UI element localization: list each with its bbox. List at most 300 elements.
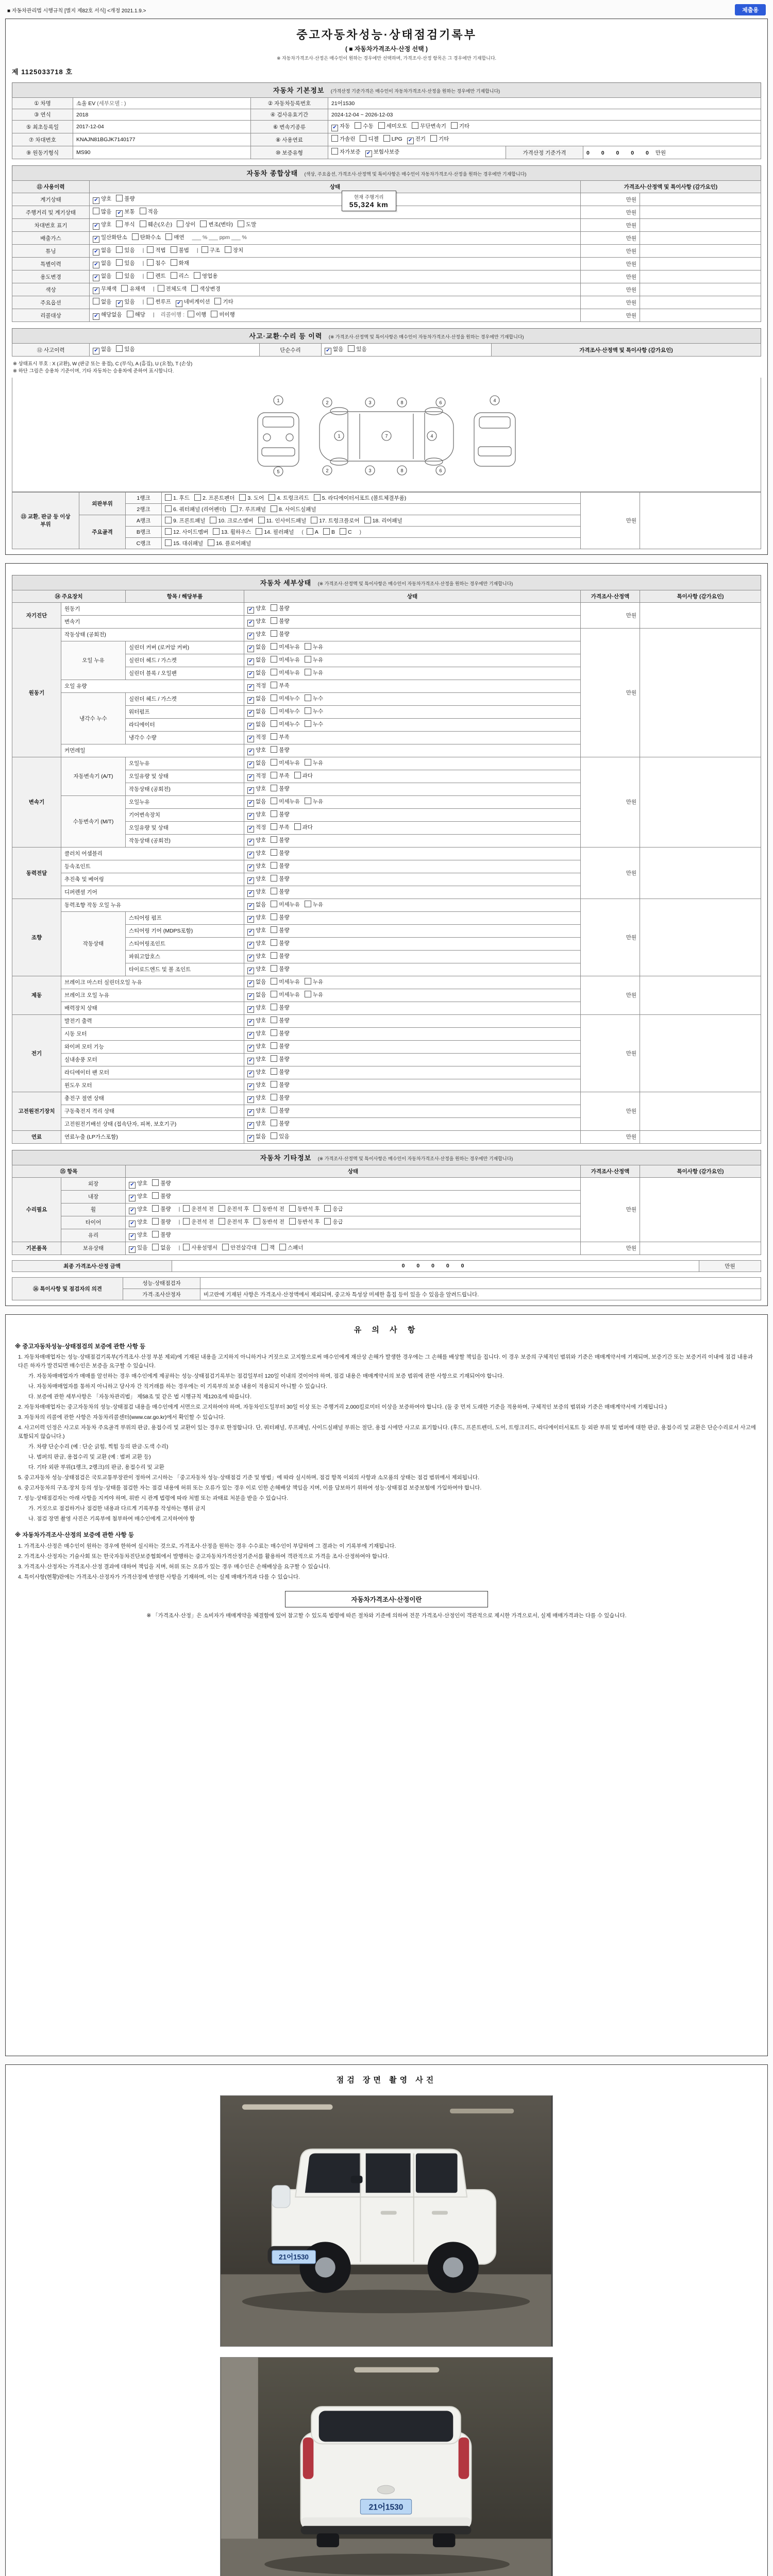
option-label: 18. 리어패널 (372, 517, 402, 524)
checkbox[interactable]: ✔ (247, 929, 254, 936)
option-label: 자동 (340, 123, 350, 129)
checkbox[interactable] (152, 1231, 159, 1238)
item-status (244, 1105, 581, 1117)
checkbox[interactable] (116, 195, 123, 201)
checkbox[interactable]: ✔ (129, 1182, 136, 1189)
checkbox[interactable] (158, 285, 164, 292)
checkbox[interactable]: ✔ (247, 723, 254, 730)
row-label: 배출가스 (12, 232, 90, 245)
option-label: 17. 트렁크플로어 (319, 517, 360, 524)
checkbox[interactable]: ✔ (129, 1208, 136, 1214)
checkbox[interactable]: ✔ (247, 774, 254, 781)
checkbox[interactable] (271, 1004, 277, 1010)
checkbox[interactable] (183, 1218, 190, 1225)
checkbox[interactable]: ✔ (247, 749, 254, 755)
checkbox[interactable]: ✔ (247, 1083, 254, 1090)
checkbox[interactable] (271, 656, 277, 663)
table-row (12, 133, 761, 146)
checkbox[interactable] (305, 991, 311, 997)
submit-badge[interactable]: 제출용 (735, 4, 766, 15)
checkbox[interactable]: ✔ (247, 865, 254, 871)
checkbox[interactable] (261, 1244, 268, 1250)
base-price-value: 0 0 0 0 0 만원 (583, 146, 761, 159)
checkbox[interactable]: ✔ (247, 697, 254, 704)
checkbox[interactable] (305, 707, 311, 714)
checkbox[interactable]: ✔ (247, 852, 254, 858)
checkbox[interactable] (183, 1205, 190, 1212)
checkbox[interactable] (165, 505, 172, 512)
checkbox[interactable] (183, 1244, 190, 1250)
option-label: 불량 (279, 1056, 290, 1062)
checkbox[interactable] (383, 135, 390, 142)
checkbox[interactable] (271, 694, 277, 701)
option-label: 기타 (439, 136, 449, 142)
checkbox[interactable] (171, 259, 177, 266)
field-label: ⑥ 변속기종류 (251, 121, 328, 133)
checkbox[interactable] (305, 798, 311, 804)
checkbox[interactable] (271, 926, 277, 933)
checkbox[interactable]: ✔ (93, 236, 99, 243)
option-label: 운전석 전 (191, 1206, 214, 1212)
option-label: 있음 (137, 1244, 148, 1251)
row-status (90, 219, 581, 232)
checkbox[interactable] (271, 810, 277, 817)
checkbox[interactable] (305, 901, 311, 907)
checkbox[interactable] (271, 669, 277, 675)
option-label: 동반석 후 (297, 1206, 320, 1212)
price-cell: 만원 (581, 206, 640, 219)
checkbox[interactable]: ✔ (247, 839, 254, 845)
checkbox[interactable] (271, 682, 277, 688)
checkbox[interactable] (294, 823, 301, 830)
checkbox[interactable] (324, 1218, 331, 1225)
checkbox[interactable] (340, 528, 346, 535)
option-label: 양호 (256, 850, 266, 856)
checkbox[interactable]: ✔ (247, 1109, 254, 1116)
option-label: 6. 쿼터패널 (리어펜더) (173, 506, 226, 513)
option-label: 양호 (256, 1107, 266, 1114)
checkbox[interactable] (165, 517, 172, 523)
checkbox[interactable] (348, 345, 355, 352)
checkbox[interactable] (271, 604, 277, 611)
checkbox[interactable]: ✔ (247, 1006, 254, 1013)
checkbox[interactable] (271, 505, 277, 512)
row-status (90, 309, 581, 322)
checkbox[interactable] (254, 1218, 260, 1225)
checkbox[interactable] (93, 208, 99, 214)
checkbox[interactable] (451, 122, 458, 129)
checkbox[interactable] (268, 494, 275, 501)
checkbox[interactable]: ✔ (247, 993, 254, 1000)
checkbox[interactable] (188, 311, 194, 317)
checkbox[interactable] (323, 528, 330, 535)
checkbox[interactable] (271, 798, 277, 804)
checkbox[interactable] (271, 836, 277, 843)
checkbox[interactable]: ✔ (247, 1096, 254, 1103)
checkbox[interactable] (239, 494, 246, 501)
final-price-value: 0 0 0 0 0 (172, 1260, 699, 1272)
option-label: 불량 (279, 1107, 290, 1114)
checkbox[interactable] (271, 978, 277, 985)
checkbox[interactable]: ✔ (247, 646, 254, 652)
checkbox[interactable] (140, 208, 146, 214)
checkbox[interactable]: ✔ (247, 736, 254, 742)
checkbox[interactable]: ✔ (247, 980, 254, 987)
checkbox[interactable] (211, 311, 217, 317)
checkbox[interactable] (222, 1244, 229, 1250)
condition-row (12, 232, 761, 245)
checkbox[interactable] (256, 528, 262, 535)
note-cell (640, 1130, 761, 1143)
checkbox[interactable] (271, 1016, 277, 1023)
notice-paragraph: 6. 중고자동차의 구조·장치 등의 성능·상태를 점검한 자는 점검 내용에 허위 또는 오류가 있는 경우 이로 인한 손해배상 책임을 지며, 이를 담보하기 위하여 성능·상태점검 보증보험에 가입하여야 합니다. (18, 1485, 482, 1492)
checkbox[interactable] (279, 1244, 286, 1250)
checkbox[interactable]: ✔ (247, 761, 254, 768)
option-label: 8. 사이드실패널 (278, 506, 316, 513)
checkbox[interactable]: ✔ (247, 1135, 254, 1142)
diagram-part-number: 7 (385, 433, 388, 438)
checkbox[interactable]: ✔ (247, 877, 254, 884)
checkbox[interactable] (271, 1132, 277, 1139)
checkbox[interactable] (289, 1218, 296, 1225)
checkbox[interactable] (152, 1244, 159, 1250)
parts-rank: B랭크 (126, 526, 162, 537)
option-label: 양호 (256, 914, 266, 921)
checkbox[interactable]: ✔ (116, 210, 123, 217)
checkbox[interactable] (355, 122, 361, 129)
option-label: 동반석 후 (297, 1218, 320, 1225)
condition-row (12, 258, 761, 270)
checkbox[interactable] (152, 1218, 159, 1225)
option-label: 운전석 후 (226, 1206, 249, 1212)
option-label: 있음 (279, 1133, 290, 1140)
item-label: 작동상태 (공회전) (61, 628, 244, 641)
checkbox[interactable]: ✔ (247, 890, 254, 897)
checkbox[interactable] (165, 233, 172, 240)
option-label: 불량 (279, 927, 290, 934)
checkbox[interactable]: ✔ (116, 300, 123, 307)
checkbox[interactable]: ✔ (93, 223, 99, 230)
option-label: 불량 (279, 785, 290, 792)
option-label: 불량 (279, 605, 290, 612)
checkbox[interactable] (165, 539, 172, 546)
checkbox[interactable] (378, 122, 385, 129)
checkbox[interactable] (305, 669, 311, 675)
checkbox[interactable] (171, 272, 177, 279)
checkbox[interactable] (314, 494, 321, 501)
checkbox[interactable] (271, 759, 277, 766)
checkbox[interactable] (214, 298, 221, 304)
checkbox[interactable] (147, 246, 154, 253)
checkbox[interactable]: ✔ (247, 620, 254, 626)
section-notice (5, 1314, 768, 2056)
option-label: 미세누유 (279, 991, 300, 998)
checkbox[interactable] (147, 259, 154, 266)
checkbox[interactable] (305, 694, 311, 701)
etc-info-table (12, 1165, 761, 1255)
checkbox[interactable] (201, 246, 208, 253)
checkbox[interactable] (271, 720, 277, 727)
checkbox[interactable] (258, 517, 265, 523)
checkbox[interactable] (231, 505, 238, 512)
checkbox[interactable]: ✔ (129, 1246, 136, 1253)
field-label: ⑨ 원동기형식 (12, 146, 73, 159)
option-label: 수동 (363, 123, 374, 129)
vin-value: KNAJN81BGJK7140177 (73, 133, 251, 146)
checkbox[interactable] (171, 246, 177, 253)
checkbox[interactable] (271, 746, 277, 753)
row-status (90, 270, 581, 283)
notice-paragraph: 가. 거짓으로 점검하거나 점검한 내용과 다르게 기록부를 작성하는 행위 금지 (28, 1505, 206, 1512)
item-label: 동력조향 작동 오일 누유 (61, 899, 244, 911)
overall-condition-header: 자동차 종합상태 (색상, 주요옵션, 가격조사·산정액 및 특이사항은 매수인이 자동차가격조사·산정을 원하는 경우에만 기재합니다) (12, 165, 761, 180)
option-divider: | (153, 312, 155, 318)
item-status (244, 1040, 581, 1053)
checkbox[interactable]: ✔ (247, 658, 254, 665)
checkbox[interactable] (191, 285, 198, 292)
notice-title: 유 의 사 항 (354, 1325, 419, 1334)
checkbox[interactable]: ✔ (247, 813, 254, 820)
item-status (244, 783, 581, 795)
checkbox[interactable] (271, 785, 277, 791)
option-label: 장치 (232, 247, 244, 253)
checkbox[interactable] (225, 246, 231, 253)
device-subgroup-label: 자동변속기 (A/T) (61, 757, 126, 795)
checkbox[interactable] (200, 221, 207, 227)
option-label: 양호 (256, 1056, 266, 1062)
checkbox[interactable] (116, 345, 123, 352)
option-label: 11. 인사이드패널 (266, 517, 307, 524)
item-status (244, 654, 581, 667)
diagram-part-number: 6 (439, 468, 442, 473)
checkbox[interactable] (271, 707, 277, 714)
row-label: 리콜대상 (12, 309, 90, 322)
checkbox[interactable] (147, 298, 154, 304)
option-label: 누수 (312, 695, 324, 702)
option-label: 디젤 (368, 136, 379, 142)
price-cell: 만원 (581, 1177, 640, 1242)
checkbox[interactable] (289, 1205, 296, 1212)
checkbox[interactable] (271, 1094, 277, 1100)
option-label: 16. 플로어패널 (216, 540, 251, 547)
checkbox[interactable]: ✔ (93, 262, 99, 268)
checkbox[interactable] (430, 135, 437, 142)
checkbox[interactable] (165, 494, 172, 501)
option-label: 침수 (155, 260, 166, 266)
option-label: 12. 사이드멤버 (173, 529, 209, 535)
checkbox[interactable] (331, 148, 338, 155)
checkbox[interactable]: ✔ (247, 826, 254, 833)
item-status (244, 692, 581, 705)
checkbox[interactable]: ✔ (247, 942, 254, 948)
checkbox[interactable]: ✔ (247, 968, 254, 974)
checkbox[interactable] (177, 221, 183, 227)
checkbox[interactable] (271, 875, 277, 882)
checkbox[interactable] (271, 1068, 277, 1075)
checkbox[interactable] (116, 259, 123, 266)
item-status (244, 744, 581, 757)
checkbox[interactable] (271, 772, 277, 778)
option-label: 유채색 (129, 286, 145, 292)
row-label: 용도변경 (12, 270, 90, 283)
checkbox[interactable] (219, 1205, 225, 1212)
checkbox[interactable] (271, 1029, 277, 1036)
checkbox[interactable] (152, 1179, 159, 1186)
checkbox[interactable]: ✔ (247, 1032, 254, 1039)
checkbox[interactable] (152, 1205, 159, 1212)
row-status (126, 1203, 581, 1216)
checkbox[interactable]: ✔ (365, 150, 372, 157)
checkbox[interactable] (93, 298, 99, 304)
opinion-text: 비고란에 기재된 사항은 가격조사·산정액에서 제외되며, 중고차 특성상 미세한 흠집 등이 있을 수 있음을 알려드립니다. (200, 1289, 761, 1300)
checkbox[interactable] (194, 494, 201, 501)
option-label: 미세누유 (279, 901, 300, 908)
checkbox[interactable]: ✔ (247, 1045, 254, 1052)
checkbox[interactable]: ✔ (407, 138, 414, 144)
checkbox[interactable]: ✔ (247, 671, 254, 678)
checkbox[interactable] (294, 772, 301, 778)
car-name-value: 소울 EV (세부모델 : ) (73, 98, 251, 109)
option-label: 무채색 (101, 286, 117, 292)
checkbox[interactable] (305, 643, 311, 650)
checkbox[interactable] (213, 528, 220, 535)
accident-history-header: 사고·교환·수리 등 이력 (※ 가격조사·산정액 및 특이사항은 매수인이 자동차가격조사·산정을 원하는 경우에만 기재합니다) (12, 328, 761, 343)
checkbox[interactable] (127, 311, 133, 317)
item-label: 작동상태 (공회전) (126, 783, 244, 795)
checkbox[interactable]: ✔ (247, 903, 254, 910)
checkbox[interactable]: ✔ (247, 800, 254, 807)
option-label: 있음 (124, 346, 135, 352)
checkbox[interactable] (219, 1218, 225, 1225)
etc-table-body (12, 1177, 761, 1255)
checkbox[interactable] (305, 978, 311, 985)
checkbox[interactable] (412, 122, 418, 129)
option-label: 동반석 전 (262, 1206, 284, 1212)
option-label: 적정 (256, 734, 266, 740)
checkbox[interactable] (116, 246, 123, 253)
checkbox[interactable] (271, 849, 277, 856)
checkbox[interactable] (271, 1107, 277, 1113)
diagram-part-number: 1 (277, 398, 280, 403)
checkbox[interactable]: ✔ (247, 1019, 254, 1026)
option-label: 7. 루프패널 (239, 506, 266, 513)
checkbox[interactable]: ✔ (93, 249, 99, 256)
checkbox[interactable] (208, 539, 214, 546)
checkbox[interactable] (271, 862, 277, 869)
checkbox[interactable] (116, 272, 123, 279)
option-label: 미세누유 (279, 656, 300, 663)
item-label: 실린더 헤드 / 가스켓 (126, 692, 244, 705)
option-label: 화재 (178, 260, 189, 266)
checkbox[interactable] (254, 1205, 260, 1212)
note-cell (640, 245, 761, 258)
checkbox[interactable] (331, 135, 338, 142)
checkbox[interactable]: ✔ (93, 348, 99, 354)
checkbox[interactable]: ✔ (247, 916, 254, 923)
item-label: 파워고압호스 (126, 950, 244, 963)
checkbox[interactable] (311, 517, 317, 523)
option-label: 불량 (160, 1206, 171, 1212)
checkbox[interactable] (271, 1055, 277, 1062)
checkbox[interactable] (271, 643, 277, 650)
checkbox[interactable]: ✔ (129, 1221, 136, 1227)
checkbox[interactable]: ✔ (247, 710, 254, 717)
checkbox[interactable] (210, 517, 216, 523)
option-label: 10. 크로스멤버 (218, 517, 254, 524)
checkbox[interactable]: ✔ (247, 684, 254, 691)
checkbox[interactable] (116, 221, 123, 227)
checkbox[interactable] (305, 656, 311, 663)
checkbox[interactable] (271, 939, 277, 946)
checkbox[interactable] (271, 823, 277, 830)
checkbox[interactable] (271, 901, 277, 907)
checkbox[interactable] (364, 517, 371, 523)
checkbox[interactable] (165, 528, 172, 535)
checkbox[interactable] (271, 630, 277, 637)
checkbox[interactable] (271, 733, 277, 740)
checkbox[interactable] (238, 221, 244, 227)
checkbox[interactable]: ✔ (331, 125, 338, 131)
checkbox[interactable] (271, 913, 277, 920)
checkbox[interactable] (271, 1120, 277, 1126)
checkbox[interactable] (271, 991, 277, 997)
checkbox[interactable]: ✔ (247, 787, 254, 794)
checkbox[interactable] (194, 272, 200, 279)
basic-info-header: 자동차 기본정보 (가격산정 기준가격은 매수인이 자동차가격조사·산정을 원하는 경우에만 기재합니다) (12, 82, 761, 97)
checkbox[interactable] (307, 528, 313, 535)
option-label: 잭 (269, 1244, 275, 1251)
parts-options (162, 492, 581, 503)
checkbox[interactable]: ✔ (247, 607, 254, 614)
checkbox[interactable] (305, 759, 311, 766)
item-label: 오일유량 및 상태 (126, 821, 244, 834)
checkbox[interactable]: ✔ (93, 197, 99, 204)
checkbox[interactable]: ✔ (325, 348, 331, 354)
checkbox[interactable]: ✔ (129, 1233, 136, 1240)
checkbox[interactable] (271, 1081, 277, 1088)
device-group-label: 원동기 (12, 628, 61, 757)
checkbox[interactable] (271, 1042, 277, 1049)
checkbox[interactable] (324, 1205, 331, 1212)
checkbox[interactable]: ✔ (247, 633, 254, 639)
checkbox[interactable] (271, 888, 277, 894)
checkbox[interactable] (271, 617, 277, 624)
checkbox[interactable]: ✔ (93, 313, 99, 320)
option-label: 스패너 (287, 1244, 304, 1251)
checkbox[interactable] (121, 285, 128, 292)
checkbox[interactable]: ✔ (93, 275, 99, 281)
checkbox[interactable] (271, 952, 277, 959)
checkbox[interactable] (152, 1192, 159, 1199)
row-label: 외장 (61, 1177, 126, 1190)
checkbox[interactable]: ✔ (247, 955, 254, 961)
row-status (126, 1177, 581, 1190)
checkbox[interactable] (140, 221, 146, 227)
checkbox[interactable]: ✔ (247, 1122, 254, 1129)
option-label: 누유 (312, 798, 324, 805)
checkbox[interactable] (271, 965, 277, 972)
checkbox[interactable]: ✔ (93, 287, 99, 294)
option-label: 이행 (196, 312, 207, 318)
checkbox[interactable] (147, 272, 154, 279)
checkbox[interactable] (132, 233, 139, 240)
checkbox[interactable]: ✔ (247, 1071, 254, 1077)
checkbox[interactable] (360, 135, 366, 142)
checkbox[interactable]: ✔ (176, 300, 182, 307)
checkbox[interactable] (305, 720, 311, 727)
checkbox[interactable]: ✔ (129, 1195, 136, 1201)
checkbox[interactable]: ✔ (247, 1058, 254, 1064)
